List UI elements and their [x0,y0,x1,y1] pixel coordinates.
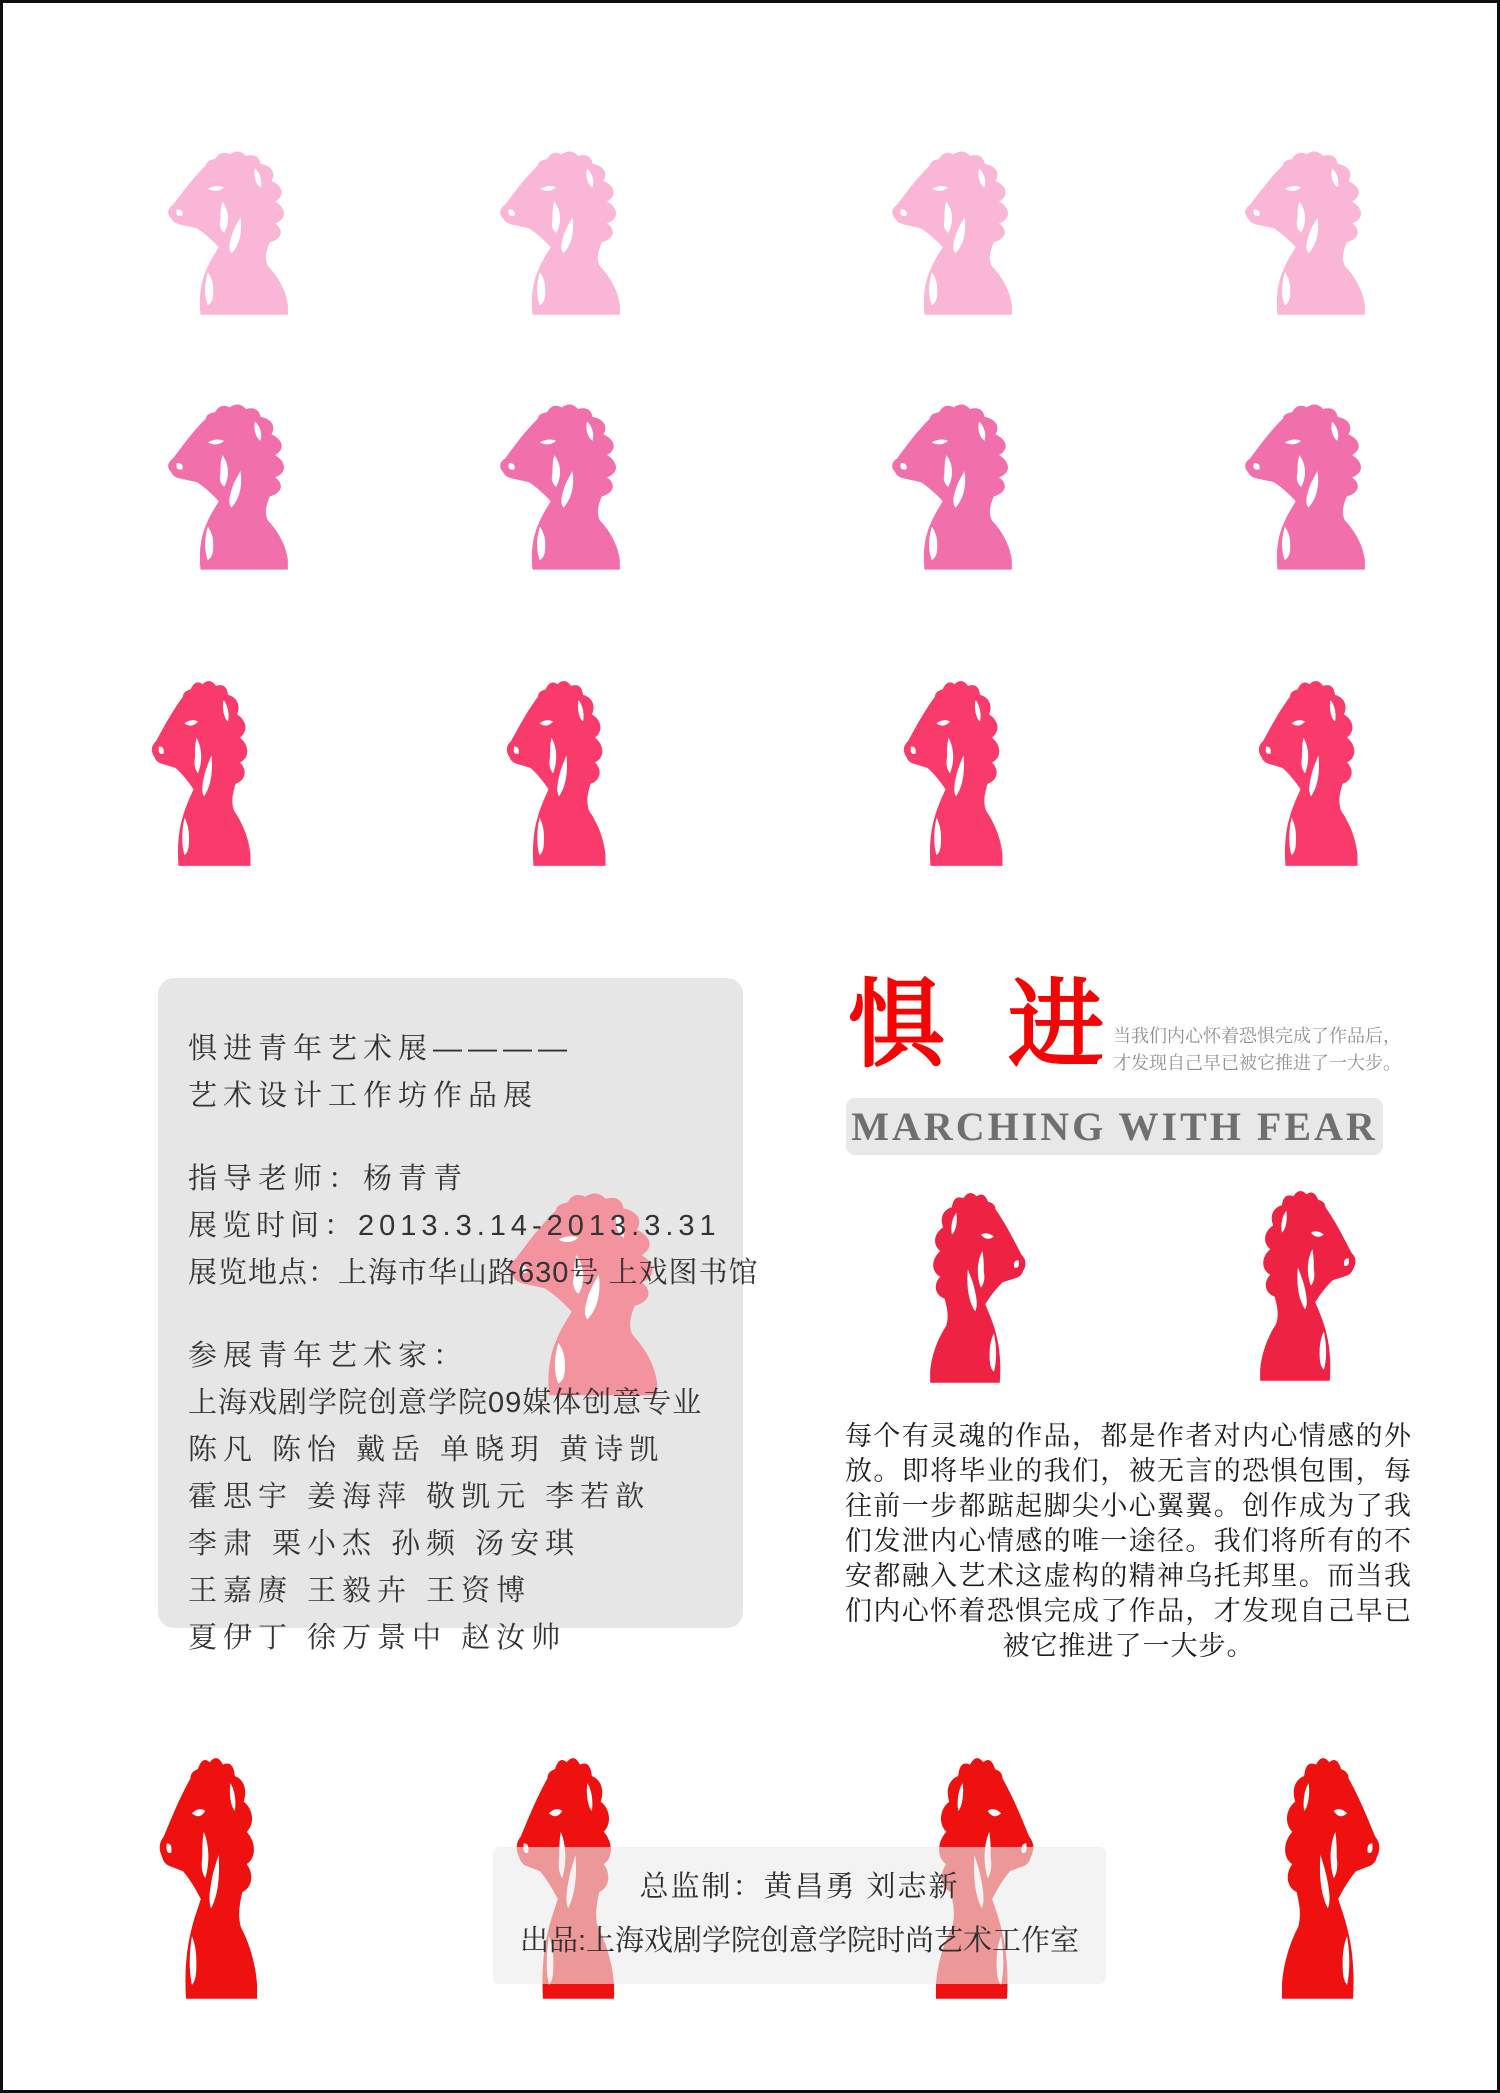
exhibition-time-line: 展览时间：2013.3.14-2013.3.31 [188,1210,721,1242]
exhibition-place-line: 展览地点：上海市华山路630号 上戏图书馆 [188,1257,759,1289]
statement-paragraph: 每个有灵魂的作品，都是作者对内心情感的外放。即将毕业的我们，被无言的恐惧包围，每往前一步都踮起脚尖小心翼翼。创作成为了我们发泄内心情感的唯一途径。我们将所有的不安都融入艺术这虚构的精神乌托邦里。而当我们内心怀着恐惧完成了作品，才发现自己早已被它推进了一大步。 [845,1421,1412,1661]
horse-icon [893,677,1043,873]
credits-banner [493,1847,1106,1984]
horse-icon [1232,148,1414,321]
horse-icon [141,677,291,873]
horse-icon [155,401,337,576]
horse-icon [1248,677,1398,873]
horse-icon [1232,401,1414,576]
horse-icon [879,401,1061,576]
artists-line: 李肃 栗小杰 孙频 汤安琪 [188,1528,581,1560]
english-title: MARCHING WITH FEAR [851,1104,1378,1149]
artists-line: 陈凡 陈怡 戴岳 单晓玥 黄诗凯 [188,1434,665,1466]
tagline [1113,1023,1413,1077]
horse-icon [879,148,1061,321]
exhibition-title-line2: 艺术设计工作坊作品展 [188,1080,539,1112]
artists-line: 霍思宇 姜海萍 敬凯元 李若歆 [188,1481,651,1513]
horse-icon [496,677,646,873]
credits-studio: 出品:上海戏剧学院创意学院时尚艺术工作室 [519,1925,1080,1957]
exhibition-title-line1: 惧进青年艺术展———— [188,1033,574,1065]
horse-icon [487,401,669,576]
horse-icon [149,1753,297,2008]
artists-heading: 参展青年艺术家： [188,1340,469,1372]
exhibition-info-box [158,978,759,1654]
horse-icon [1221,1187,1366,1388]
tagline-line1: 当我们内心怀着恐惧完成了作品后， [1113,1026,1401,1046]
spacer [188,1297,723,1333]
advisor-line: 指导老师：杨青青 [188,1163,469,1195]
artists-line: 王嘉赓 王毅卉 王资博 [188,1575,532,1607]
artists-line: 夏伊丁 徐万景中 赵汝帅 [188,1622,567,1654]
spacer [188,1120,723,1156]
poster-title: 惧 进 [848,972,1124,1079]
horse-icon [487,148,669,321]
horse-icon [155,148,337,321]
artists-group: 上海戏剧学院创意学院09媒体创意专业 [188,1387,703,1419]
tagline-line2: 才发现自己早已被它推进了一大步。 [1113,1053,1401,1073]
english-title-banner [846,1098,1383,1155]
horse-icon [1242,1753,1390,2008]
exhibition-info-text [158,978,759,1662]
credits-producer: 总监制：黄昌勇 刘志新 [639,1871,960,1903]
horse-icon [891,1189,1036,1390]
